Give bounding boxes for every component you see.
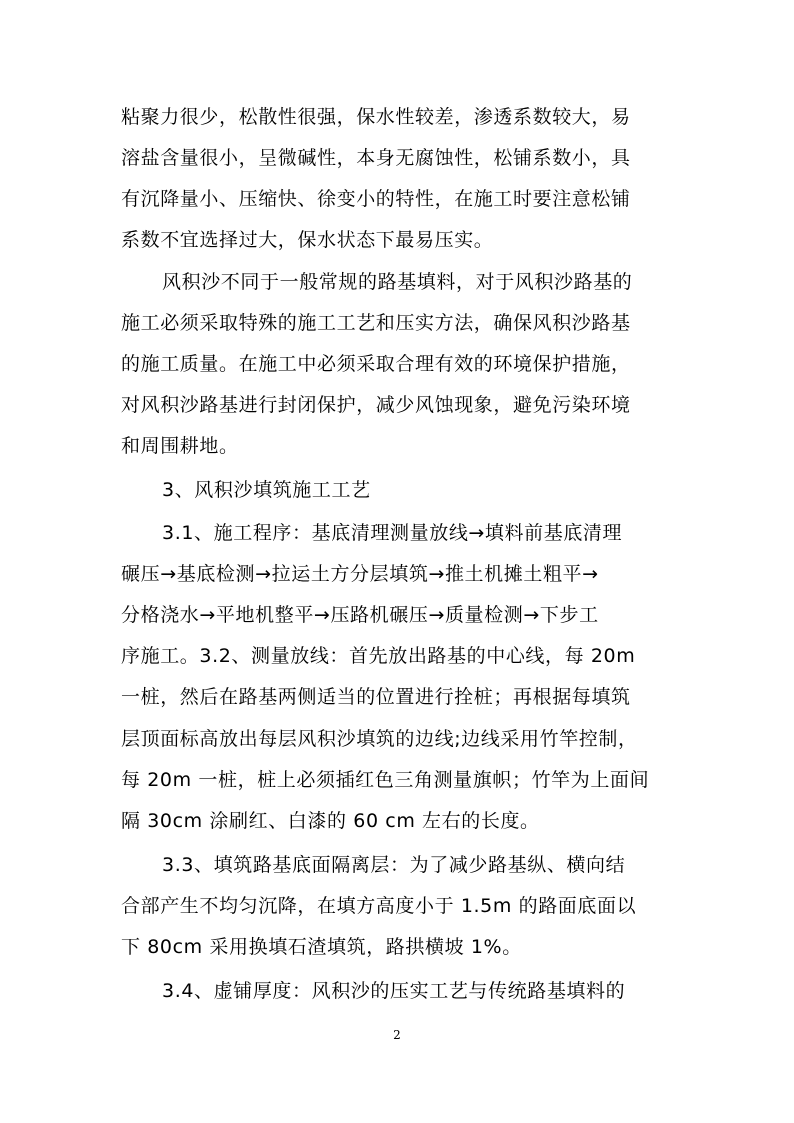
page-number: 2 [393, 1028, 401, 1042]
paragraph-first-line: 风积沙不同于一般常规的路基填料，对于风积沙路基的 [162, 271, 633, 293]
section-heading: 3、风积沙填筑施工工艺 [162, 479, 371, 501]
text-line: 下 80cm 采用换填石渣填筑，路拱横坡 1%。 [121, 936, 522, 958]
text-line: 溶盐含量很小，呈微碱性，本身无腐蚀性，松铺系数小，具 [121, 147, 631, 169]
text-line: 分格浇水→平地机整平→压路机碾压→质量检测→下步工 [121, 604, 599, 626]
text-line: 和周围耕地。 [121, 435, 239, 457]
text-line: 每 20m 一桩，桩上必须插红色三角测量旗帜；竹竿为上面间 [121, 769, 650, 791]
paragraph-first-line: 3.1、施工程序：基底清理测量放线→填料前基底清理 [162, 522, 623, 544]
text-line: 对风积沙路基进行封闭保护，减少风蚀现象，避免污染环境 [121, 394, 631, 416]
text-line: 碾压→基底检测→拉运土方分层填筑→推土机摊土粗平→ [121, 563, 599, 585]
text-line: 施工必须采取特殊的施工工艺和压实方法，确保风积沙路基 [121, 312, 631, 334]
paragraph-first-line: 3.3、填筑路基底面隔离层：为了减少路基纵、横向结 [162, 854, 626, 876]
text-line: 序施工。3.2、测量放线：首先放出路基的中心线，每 20m [121, 645, 636, 667]
text-line: 一桩，然后在路基两侧适当的位置进行拴桩；再根据每填筑 [121, 686, 631, 708]
text-line: 系数不宜选择过大，保水状态下最易压实。 [121, 229, 494, 251]
paragraph-first-line: 3.4、虚铺厚度：风积沙的压实工艺与传统路基填料的 [162, 980, 626, 1002]
text-line: 合部产生不均匀沉降，在填方高度小于 1.5m 的路面底面以 [121, 895, 637, 917]
text-line: 隔 30cm 涂刷红、白漆的 60 cm 左右的长度。 [121, 810, 540, 832]
text-line: 的施工质量。在施工中必须采取合理有效的环境保护措施， [121, 353, 631, 375]
text-line: 粘聚力很少，松散性很强，保水性较差，渗透系数较大，易 [121, 106, 631, 128]
text-line: 层顶面标高放出每层风积沙填筑的边线;边线采用竹竿控制， [121, 728, 638, 750]
text-line: 有沉降量小、压缩快、徐变小的特性，在施工时要注意松铺 [121, 188, 631, 210]
